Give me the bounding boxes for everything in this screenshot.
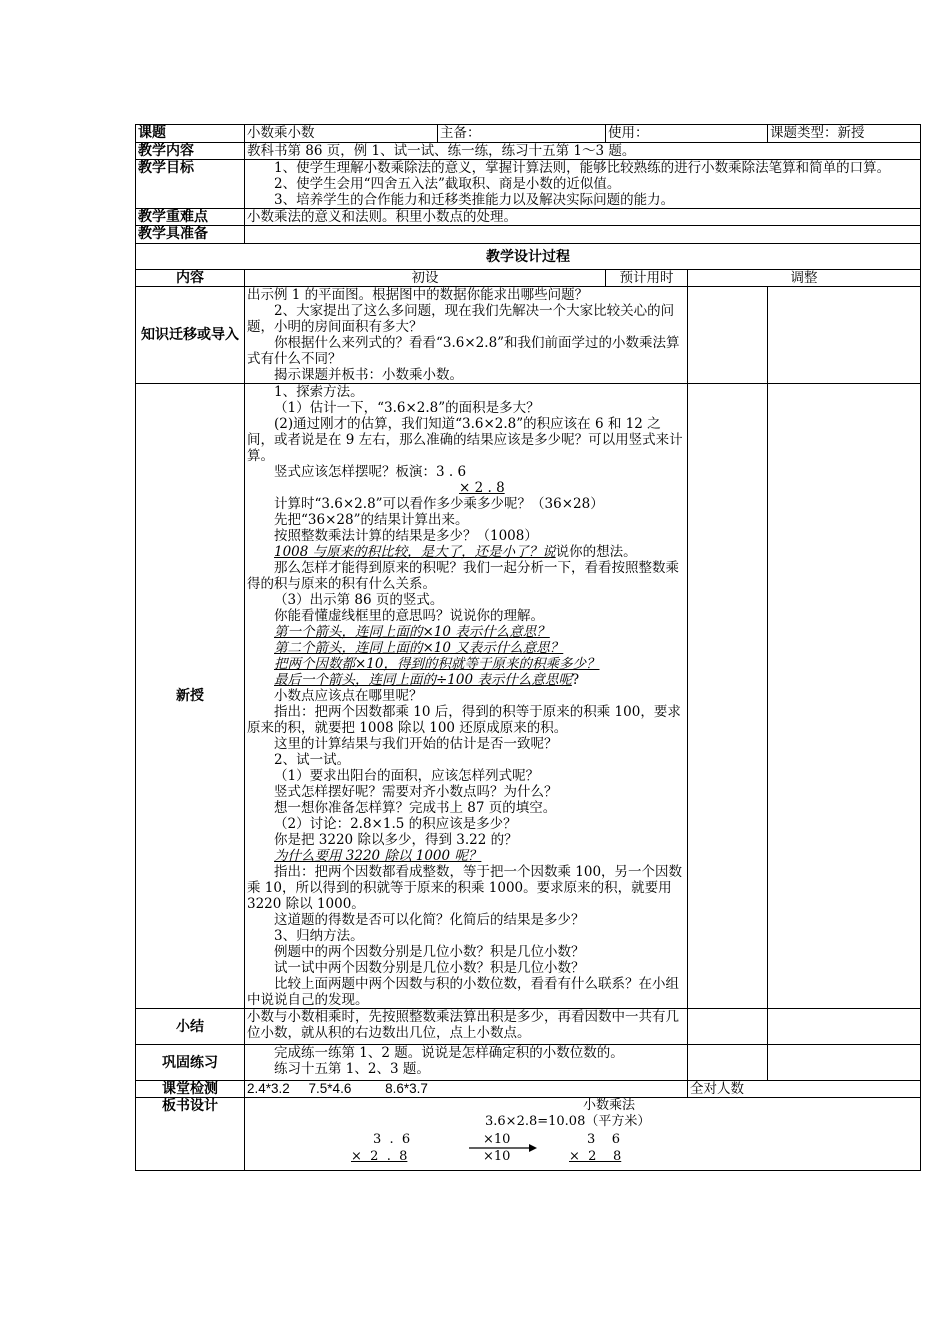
new-line: 那么怎样才能得到原来的积呢？我们一起分析一下，看看按照整数乘得的积与原来的积有什么关系。: [247, 560, 679, 592]
board-arrow-icon: [469, 1142, 539, 1154]
tools-value: [245, 226, 921, 244]
board-mid-bottom: ×10: [483, 1149, 511, 1164]
new-line: 这道题的得数是否可以化简？化简后的结果是多少？: [274, 912, 585, 928]
new-cell: [245, 384, 688, 1009]
intro-line: 揭示课题并板书：小数乘小数。: [274, 367, 463, 383]
intro-label: 知识迁移或导入: [136, 287, 245, 384]
vertical-multiplier: × 2 . 8: [459, 480, 505, 496]
summary-adjust: [768, 1009, 921, 1045]
new-line-underlined: 为什么要用 3220 除以 1000 呢？: [274, 848, 482, 864]
new-line: 按照整数乘法计算的结果是多少？（1008）: [274, 528, 538, 544]
col-content-header: 内容: [136, 270, 245, 287]
col-adjust-header: 调整: [688, 270, 921, 287]
new-line: （1）要求出阳台的面积，应该怎样列式呢？: [274, 768, 540, 784]
test-value: 2.4*3.2 7.5*4.6 8.6*3.7: [245, 1081, 688, 1098]
test-label: 课堂检测: [136, 1081, 245, 1098]
board-right-top: 3 6: [587, 1132, 621, 1147]
col-draft-header: 初设: [245, 270, 606, 287]
test-result: 全对人数: [688, 1081, 921, 1098]
board-formula: 3.6×2.8=10.08（平方米）: [485, 1114, 651, 1129]
new-line: （2）讨论：2.8×1.5 的积应该是多少？: [274, 816, 517, 832]
prep-label: 主备：: [438, 125, 606, 143]
new-line: 2、试一试。: [274, 752, 351, 768]
intro-time: [688, 287, 768, 384]
practice-time: [688, 1045, 768, 1081]
content-label: 教学内容: [136, 143, 245, 160]
process-title: 教学设计过程: [136, 244, 921, 270]
new-line: 指出：把两个因数都看成整数，等于把一个因数乘 100，另一个因数乘 10，所以得到的积就等于原来的积乘 1000。要求原来的积，就要用 3220 除以 1000。: [247, 864, 683, 912]
new-line: 3、归纳方法。: [274, 928, 364, 944]
practice-line: 完成练一练第 1、2 题。说说是怎样确定积的小数位数的。: [274, 1045, 624, 1061]
new-line: 想一想你准备怎样算？完成书上 87 页的填空。: [274, 800, 557, 816]
new-line: 你能看懂虚线框里的意思吗？说说你的理解。: [274, 608, 544, 624]
board-left-top: 3 . 6: [373, 1132, 411, 1147]
new-line: 1、探索方法。: [274, 384, 364, 400]
new-line: （1）估计一下，“3.6×2.8”的面积是多大？: [274, 400, 540, 416]
intro-line: 出示例 1 的平面图。根据图中的数据你能求出哪些问题？: [247, 287, 589, 303]
new-line: ?: [571, 672, 580, 688]
board-diagram: [247, 1098, 918, 1170]
board-right-bottom: × 2 8: [569, 1149, 622, 1164]
type-label: 课题类型：新授: [768, 125, 921, 143]
new-line: 你是把 3220 除以多少，得到 3.22 的？: [274, 832, 518, 848]
goal-line: 3、培养学生的合作能力和迁移类推能力以及解决实际问题的能力。: [274, 192, 675, 208]
summary-time: [688, 1009, 768, 1045]
goal-line: 1、使学生理解小数乘除法的意义，掌握计算法则，能够比较熟练的进行小数乘除法笔算和简单的口算。: [274, 160, 891, 176]
practice-label: 巩固练习: [136, 1045, 245, 1081]
new-time: [688, 384, 768, 1009]
new-line: 小数点应该点在哪里呢？: [274, 688, 423, 704]
board-cell: [245, 1098, 921, 1171]
new-line: 这里的计算结果与我们开始的估计是否一致呢？: [274, 736, 558, 752]
board-label: 板书设计: [136, 1098, 245, 1171]
content-value: 教科书第 86 页，例 1、试一试、练一练，练习十五第 1～3 题。: [245, 143, 921, 160]
key-points-value: 小数乘法的意义和法则。积里小数点的处理。: [245, 209, 921, 226]
new-line: （3）出示第 86 页的竖式。: [274, 592, 444, 608]
new-line: 比较上面两题中两个因数与积的小数位数，看看有什么联系？在小组中说说自己的发现。: [247, 976, 679, 1008]
board-mid-top: ×10: [483, 1132, 511, 1147]
new-line-underlined: 第二个箭头，连同上面的×10 又表示什么意思？: [274, 640, 564, 656]
new-line: 竖式应该怎样摆呢？板演：3 . 6: [274, 464, 467, 480]
new-line: 先把“36×28”的结果计算出来。: [274, 512, 469, 528]
new-line: 竖式怎样摆好呢？需要对齐小数点吗？为什么？: [274, 784, 558, 800]
intro-line: 2、大家提出了这么多问题，现在我们先解决一个大家比较关心的问题，小明的房间面积有多大？: [247, 303, 675, 335]
summary-label: 小结: [136, 1009, 245, 1045]
col-time-header: 预计用时: [606, 270, 688, 287]
board-left-bottom: × 2 . 8: [351, 1149, 408, 1164]
new-line-underlined: 1008 与原来的积比较，是大了，还是小了？说: [274, 544, 556, 560]
goal-line: 2、使学生会用“四舍五入法”截取积、商是小数的近似值。: [274, 176, 621, 192]
lesson-plan-table: [135, 124, 921, 1171]
new-line-underlined: 最后一个箭头，连同上面的÷100 表示什么意思呢: [274, 672, 572, 688]
new-line: 指出：把两个因数都乘 10 后，得到的积等于原来的积乘 100，要求原来的积，就要把 1008 除以 100 还原成原来的积。: [247, 704, 681, 736]
topic-label: 课题: [136, 125, 245, 143]
practice-adjust: [768, 1045, 921, 1081]
key-points-label: 教学重难点: [136, 209, 245, 226]
new-line: 计算时“3.6×2.8”可以看作多少乘多少呢？（36×28）: [274, 496, 604, 512]
new-line: 例题中的两个因数分别是几位小数？积是几位小数？: [274, 944, 585, 960]
tools-label: 教学具准备: [136, 226, 245, 244]
new-line: 说你的想法。: [555, 544, 637, 560]
intro-line: 你根据什么来列式的？看看“3.6×2.8”和我们前面学过的小数乘法算式有什么不同？: [247, 335, 680, 367]
new-label: 新授: [136, 384, 245, 1009]
new-line: (2)通过刚才的估算，我们知道“3.6×2.8”的积应该在 6 和 12 之间，或者说是在 9 左右，那么准确的结果应该是多少呢？可以用竖式来计算。: [247, 416, 683, 464]
goals-cell: [245, 160, 921, 209]
lesson-plan-document: [135, 124, 920, 1171]
summary-value: 小数与小数相乘时，先按照整数乘法算出积是多少，再看因数中一共有几位小数，就从积的右边数出几位，点上小数点。: [245, 1009, 688, 1045]
intro-cell: [245, 287, 688, 384]
board-title: 小数乘法: [583, 1098, 636, 1113]
new-line-underlined: 第一个箭头，连同上面的×10 表示什么意思？: [274, 624, 550, 640]
new-adjust: [768, 384, 921, 1009]
new-line-underlined: 把两个因数都×10，得到的积就等于原来的积乘多少？: [274, 656, 600, 672]
practice-cell: [245, 1045, 688, 1081]
practice-line: 练习十五第 1、2、3 题。: [274, 1061, 430, 1077]
goals-label: 教学目标: [136, 160, 245, 209]
intro-adjust: [768, 287, 921, 384]
use-label: 使用：: [606, 125, 768, 143]
topic-value: 小数乘小数: [245, 125, 438, 143]
new-line: 试一试中两个因数分别是几位小数？积是几位小数？: [274, 960, 585, 976]
